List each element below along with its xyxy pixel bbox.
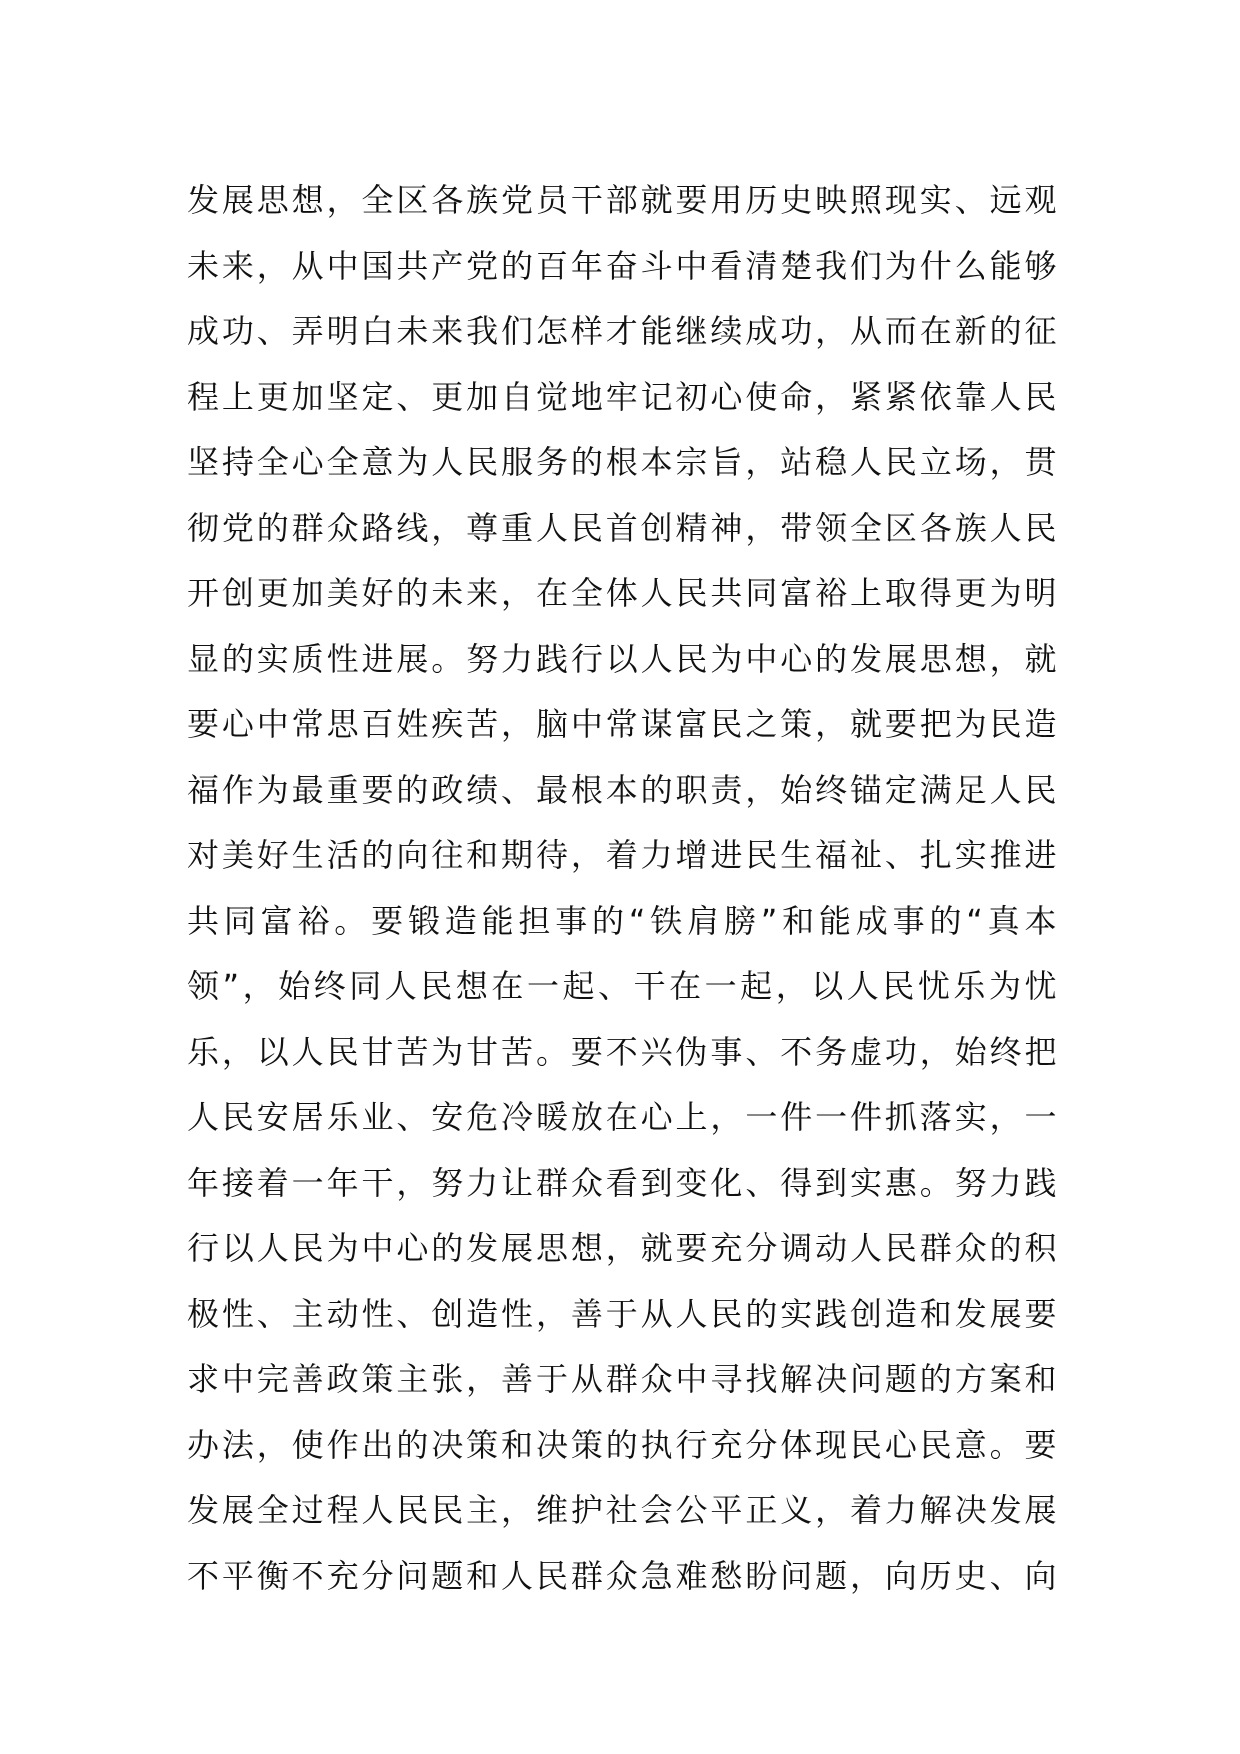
text-line: 办法，使作出的决策和决策的执行充分体现民心民意。要 bbox=[187, 1425, 1057, 1464]
text-line: 对美好生活的向往和期待，着力增进民生福祉、扎实推进 bbox=[187, 836, 1057, 874]
text-line: 领”，始终同人民想在一起、干在一起，以人民忧乐为忧 bbox=[187, 967, 1057, 1005]
text-line: 不平衡不充分问题和人民群众急难愁盼问题，向历史、向 bbox=[187, 1556, 1057, 1595]
text-line: 乐，以人民甘苦为甘苦。要不兴伪事、不务虚功，始终把 bbox=[187, 1032, 1057, 1071]
text-line: 年接着一年干，努力让群众看到变化、得到实惠。努力践 bbox=[187, 1163, 1057, 1202]
text-line: 极性、主动性、创造性，善于从人民的实践创造和发展要 bbox=[187, 1294, 1057, 1333]
text-line: 要心中常思百姓疾苦，脑中常谋富民之策，就要把为民造 bbox=[187, 705, 1057, 743]
text-line: 发展思想，全区各族党员干部就要用历史映照现实、远观 bbox=[187, 181, 1057, 219]
text-line: 程上更加坚定、更加自觉地牢记初心使命，紧紧依靠人民 bbox=[187, 377, 1057, 416]
text-line: 发展全过程人民民主，维护社会公平正义，着力解决发展 bbox=[187, 1491, 1057, 1529]
text-line: 未来，从中国共产党的百年奋斗中看清楚我们为什么能够 bbox=[187, 246, 1057, 285]
text-line: 共同富裕。要锻造能担事的“铁肩膀”和能成事的“真本 bbox=[187, 901, 1057, 940]
text-line: 福作为最重要的政绩、最根本的职责，始终锚定满足人民 bbox=[187, 770, 1057, 809]
text-line: 成功、弄明白未来我们怎样才能继续成功，从而在新的征 bbox=[187, 312, 1057, 350]
body-paragraph bbox=[187, 168, 1057, 1609]
text-line: 求中完善政策主张，善于从群众中寻找解决问题的方案和 bbox=[187, 1360, 1057, 1398]
text-line: 人民安居乐业、安危冷暖放在心上，一件一件抓落实，一 bbox=[187, 1098, 1057, 1136]
text-line: 行以人民为中心的发展思想，就要充分调动人民群众的积 bbox=[187, 1229, 1057, 1267]
text-line: 彻党的群众路线，尊重人民首创精神，带领全区各族人民 bbox=[187, 508, 1057, 547]
text-line: 开创更加美好的未来，在全体人民共同富裕上取得更为明 bbox=[187, 574, 1057, 612]
text-line: 坚持全心全意为人民服务的根本宗旨，站稳人民立场，贯 bbox=[187, 443, 1057, 481]
text-line: 显的实质性进展。努力践行以人民为中心的发展思想，就 bbox=[187, 639, 1057, 678]
